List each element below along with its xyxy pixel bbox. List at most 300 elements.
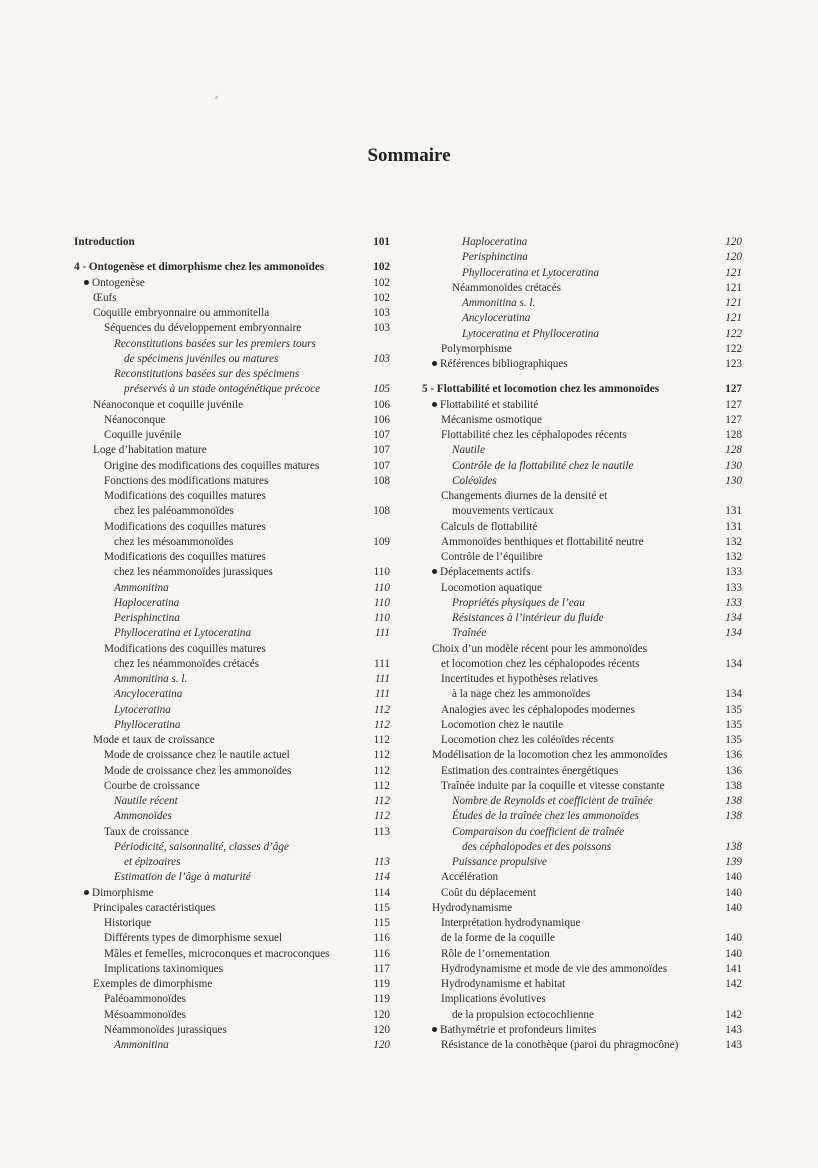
toc-entry	[74, 276, 390, 291]
toc-page-number: 102	[373, 291, 390, 304]
toc-entry-text: Implications taxinomiques	[104, 962, 224, 975]
toc-entry	[74, 779, 390, 794]
toc-entry	[74, 703, 390, 718]
toc-entry	[74, 947, 390, 962]
toc-entry	[422, 489, 742, 504]
toc-page-number: 107	[373, 444, 390, 457]
toc-page-number: 138	[725, 779, 742, 792]
toc-entry	[422, 672, 742, 687]
toc-page-number: 106	[373, 413, 390, 426]
toc-entry	[74, 321, 390, 336]
toc-page-number: 110	[374, 612, 390, 624]
toc-page-number: 133	[725, 566, 742, 579]
toc-entry-title	[74, 718, 356, 733]
toc-page-number: 123	[725, 358, 742, 370]
toc-entry-title	[422, 413, 708, 428]
toc-entry	[422, 474, 742, 489]
toc-entry-text: Œufs	[93, 291, 117, 304]
toc-entry	[422, 428, 742, 443]
toc-entry-title	[422, 565, 708, 580]
toc-page-number: 110	[373, 566, 390, 579]
toc-entry-title	[74, 931, 356, 946]
toc-entry	[74, 626, 390, 641]
toc-page-number: 111	[374, 657, 390, 670]
toc-entry-text: Coléoïdes	[452, 474, 497, 487]
toc-entry	[422, 327, 742, 342]
toc-page-number: 112	[373, 779, 390, 792]
toc-entry-text: Modifications des coquilles matures	[104, 520, 266, 533]
toc-entry-text: Néammonoïdes crétacés	[452, 281, 562, 294]
toc-page-number: 142	[725, 978, 742, 990]
toc-entry	[422, 901, 742, 916]
toc-entry-text: de spécimens juvéniles ou matures	[124, 352, 279, 365]
toc-entry-text: Résistances à l’intérieur du fluide	[452, 612, 604, 624]
toc-entry-text: préservés à un stade ontogénétique précoce	[124, 383, 321, 396]
toc-entry-title	[422, 357, 708, 372]
toc-page-number: 141	[725, 962, 742, 975]
toc-entry-title	[74, 825, 356, 840]
toc-page-number: 138	[725, 795, 742, 807]
toc-entry	[422, 357, 742, 372]
toc-entry-text: et épizoaires	[124, 856, 181, 868]
toc-page-number: 111	[374, 673, 390, 685]
toc-entry	[422, 840, 742, 855]
toc-entry-title	[74, 260, 356, 275]
toc-entry-title	[422, 611, 708, 626]
toc-page-number: 114	[373, 886, 390, 899]
toc-page-number: 110	[374, 596, 390, 609]
toc-entry-text: Mécanisme osmotique	[441, 413, 542, 426]
toc-entry-title	[422, 764, 708, 779]
toc-entry	[422, 733, 742, 748]
toc-entry-title	[74, 764, 356, 779]
toc-page-number: 131	[725, 520, 742, 533]
toc-entry	[74, 764, 390, 779]
toc-entry	[74, 916, 390, 931]
toc-column-left	[74, 235, 390, 1053]
toc-page-number: 140	[725, 871, 742, 884]
toc-entry-text: Locomotion aquatique	[441, 581, 542, 594]
toc-entry-text: Principales caractéristiques	[93, 901, 216, 914]
toc-page-number: 111	[374, 688, 390, 701]
toc-page-number: 120	[725, 251, 742, 264]
toc-entry	[422, 459, 742, 474]
toc-entry-title	[422, 459, 708, 474]
toc-page-number: 101	[373, 236, 390, 248]
toc-entry	[422, 235, 742, 250]
toc-entry-title	[422, 443, 708, 458]
toc-entry-title	[74, 901, 356, 916]
toc-entry-title	[422, 657, 708, 672]
toc-entry	[74, 428, 390, 443]
toc-page-number: 134	[725, 688, 742, 701]
toc-page-number: 138	[725, 840, 742, 853]
toc-page-number: 106	[373, 398, 390, 411]
toc-entry-title	[422, 794, 708, 809]
toc-entry-text: Interprétation hydrodynamique	[441, 917, 581, 929]
toc-entry	[422, 550, 742, 565]
toc-entry-text: à la nage chez les ammonoïdes	[452, 688, 591, 701]
toc-entry	[74, 413, 390, 428]
toc-entry	[74, 718, 390, 733]
toc-entry-text: Locomotion chez les coléoïdes récents	[441, 734, 614, 746]
toc-page-number: 127	[725, 413, 742, 426]
toc-entry	[422, 311, 742, 326]
toc-entry-text: Estimation des contraintes énergétiques	[441, 764, 619, 777]
toc-entry	[74, 962, 390, 977]
toc-entry	[74, 870, 390, 885]
toc-entry-text: Polymorphisme	[441, 342, 512, 355]
bullet-icon	[432, 402, 437, 407]
toc-entry-title	[74, 596, 356, 611]
bullet-icon	[84, 280, 89, 285]
toc-entry	[422, 687, 742, 702]
toc-entry-text: 4 - Ontogenèse et dimorphisme chez les ammonoïdes	[74, 261, 325, 274]
toc-entry-title	[74, 352, 356, 367]
toc-entry-text: Perisphinctina	[114, 612, 180, 624]
toc-entry-text: Puissance propulsive	[452, 856, 547, 868]
toc-entry-text: de la forme de la coquille	[441, 932, 555, 945]
toc-entry-title	[74, 672, 356, 687]
toc-entry-text: Mode de croissance chez le nautile actuel	[104, 749, 290, 762]
toc-entry-title	[74, 748, 356, 763]
toc-entry	[422, 779, 742, 794]
toc-entry-title	[74, 443, 356, 458]
toc-entry-text: Accélération	[441, 871, 499, 884]
toc-entry-text: Traînée	[452, 627, 487, 640]
toc-entry-text: Analogies avec les céphalopodes modernes	[441, 703, 635, 716]
toc-entry	[74, 306, 390, 321]
toc-page-number: 134	[725, 657, 742, 670]
toc-entry	[74, 794, 390, 809]
toc-entry-title	[422, 687, 708, 702]
toc-entry	[422, 992, 742, 1007]
toc-entry-text: Coût du déplacement	[441, 886, 537, 899]
toc-entry-text: Différents types de dimorphisme sexuel	[104, 932, 283, 945]
toc-page-number: 135	[725, 734, 742, 746]
toc-entry-title	[74, 1038, 356, 1053]
toc-entry-title	[74, 703, 356, 718]
toc-page-number: 102	[373, 261, 390, 274]
toc-page-number: 143	[725, 1023, 742, 1036]
toc-entry	[422, 886, 742, 901]
toc-page-number: 116	[373, 947, 390, 960]
toc-entry	[422, 947, 742, 962]
toc-entry	[422, 342, 742, 357]
toc-entry	[422, 596, 742, 611]
toc-entry	[422, 855, 742, 870]
toc-page-number: 112	[373, 764, 390, 777]
toc-entry	[74, 352, 390, 367]
toc-entry-text: Ontogenèse	[92, 276, 145, 289]
toc-entry-text: Mésoammonoïdes	[104, 1008, 187, 1021]
toc-page-number: 121	[725, 266, 742, 279]
bullet-icon	[432, 569, 437, 574]
toc-entry	[74, 367, 390, 382]
toc-entry-text: Références bibliographiques	[440, 358, 568, 370]
toc-entry-title	[422, 489, 708, 504]
toc-entry-text: Choix d’un modèle récent pour les ammonoïdes	[432, 642, 647, 655]
toc-entry	[74, 977, 390, 992]
toc-page-number: 140	[725, 901, 742, 914]
toc-entry-text: Taux de croissance	[104, 825, 189, 838]
toc-entry-text: Contrôle de l’équilibre	[441, 551, 543, 563]
toc-page-number: 103	[373, 352, 390, 365]
toc-entry-text: mouvements verticaux	[452, 505, 554, 518]
toc-entry-title	[422, 342, 708, 357]
toc-page-number: 119	[373, 978, 390, 990]
toc-entry-text: Contrôle de la flottabilité chez le nautile	[452, 459, 634, 472]
toc-entry-title	[422, 931, 708, 946]
toc-entry	[74, 382, 390, 397]
toc-entry-title	[422, 581, 708, 596]
toc-page-number: 135	[725, 703, 742, 716]
toc-entry	[422, 1038, 742, 1053]
toc-entry-title	[422, 748, 708, 763]
toc-entry	[74, 504, 390, 519]
toc-entry-title	[74, 520, 356, 535]
toc-page-number: 136	[725, 749, 742, 762]
toc-entry-title	[74, 291, 356, 306]
toc-entry-title	[74, 1023, 356, 1038]
toc-entry-text: Mode de croissance chez les ammonoïdes	[104, 764, 292, 777]
toc-entry-title	[422, 779, 708, 794]
toc-entry-title	[74, 611, 356, 626]
toc-page-number: 121	[725, 297, 742, 309]
toc-entry	[422, 1023, 742, 1038]
toc-page-number: 140	[725, 932, 742, 945]
toc-entry-text: Fonctions des modifications matures	[104, 474, 269, 487]
toc-entry	[74, 611, 390, 626]
toc-entry-text: Reconstitutions basées sur des spécimens	[114, 368, 300, 380]
toc-entry-title	[422, 1038, 708, 1053]
toc-entry	[422, 281, 742, 296]
toc-entry-title	[74, 565, 356, 580]
toc-page-number: 127	[725, 383, 742, 396]
toc-entry-title	[422, 642, 708, 657]
toc-entry-text: Rôle de l’ornementation	[441, 947, 550, 960]
toc-page-number: 130	[725, 459, 742, 472]
toc-entry-title	[74, 382, 356, 397]
toc-entry-title	[74, 581, 356, 596]
toc-entry-title	[74, 367, 356, 382]
toc-page-number: 120	[725, 236, 742, 248]
toc-entry-title	[422, 947, 708, 962]
toc-entry-text: Loge d’habitation mature	[93, 444, 207, 457]
toc-entry-text: Phylloceratina et Lytoceratina	[114, 627, 251, 640]
toc-entry-title	[422, 266, 708, 281]
toc-entry-text: Perisphinctina	[462, 251, 528, 264]
toc-entry	[74, 565, 390, 580]
toc-entry-title	[74, 398, 356, 413]
toc-page-number: 109	[373, 535, 390, 548]
toc-page-number: 103	[373, 307, 390, 319]
toc-entry	[74, 931, 390, 946]
toc-entry	[422, 520, 742, 535]
toc-entry-title	[422, 596, 708, 611]
toc-entry-title	[422, 626, 708, 641]
toc-page-number: 136	[725, 764, 742, 777]
toc-page-number: 112	[374, 703, 390, 716]
toc-entry	[422, 825, 742, 840]
toc-page-number: 143	[725, 1039, 742, 1051]
toc-entry-title	[74, 794, 356, 809]
toc-entry	[422, 581, 742, 596]
toc-entry-title	[422, 977, 708, 992]
toc-page-number: 142	[725, 1008, 742, 1021]
toc-entry-text: Origine des modifications des coquilles matures	[104, 459, 320, 472]
toc-entry	[74, 459, 390, 474]
toc-page-number: 115	[373, 917, 390, 929]
toc-entry-text: Ammonoïdes benthiques et flottabilité neutre	[441, 535, 644, 548]
toc-entry-text: des céphalopodes et des poissons	[462, 840, 612, 853]
toc-entry-title	[74, 840, 356, 855]
toc-entry-title	[74, 947, 356, 962]
toc-entry	[74, 901, 390, 916]
toc-entry-title	[74, 687, 356, 702]
toc-entry	[422, 642, 742, 657]
toc-entry-title	[422, 992, 708, 1007]
toc-entry	[74, 550, 390, 565]
toc-entry-title	[74, 535, 356, 550]
toc-entry-text: Déplacements actifs	[440, 566, 531, 579]
toc-entry-title	[74, 321, 356, 336]
toc-page-number: 140	[725, 947, 742, 960]
toc-entry-title	[422, 296, 708, 311]
bullet-icon	[432, 1027, 437, 1032]
toc-entry	[74, 337, 390, 352]
toc-entry-title	[74, 916, 356, 931]
toc-entry-title	[422, 840, 708, 855]
toc-entry	[422, 764, 742, 779]
toc-entry-title	[422, 733, 708, 748]
toc-page-number: 103	[373, 322, 390, 335]
toc-entry	[74, 489, 390, 504]
toc-entry	[422, 718, 742, 733]
toc-entry-text: de la propulsion ectocochlienne	[452, 1008, 594, 1021]
toc-entry-title	[74, 489, 356, 504]
toc-entry	[422, 962, 742, 977]
toc-entry-title	[74, 276, 356, 291]
toc-entry-title	[422, 250, 708, 265]
toc-entry-text: Flottabilité chez les céphalopodes récents	[441, 429, 627, 441]
toc-page-number: 119	[373, 993, 390, 1006]
toc-entry	[74, 535, 390, 550]
toc-entry-text: Estimation de l’âge à maturité	[114, 871, 251, 884]
toc-entry	[422, 413, 742, 428]
toc-page-number: 120	[373, 1023, 390, 1036]
toc-entry-text: Dimorphisme	[92, 886, 154, 899]
toc-entry-text: Modifications des coquilles matures	[104, 642, 266, 655]
toc-page-number: 128	[725, 429, 742, 441]
toc-entry	[422, 931, 742, 946]
toc-entry	[422, 266, 742, 281]
toc-entry-title	[422, 504, 708, 519]
toc-entry	[74, 886, 390, 901]
toc-entry-title	[74, 459, 356, 474]
toc-entry	[422, 794, 742, 809]
toc-entry-text: Modifications des coquilles matures	[104, 490, 266, 502]
toc-entry-text: Implications évolutives	[441, 993, 546, 1006]
toc-entry	[74, 398, 390, 413]
toc-entry	[74, 809, 390, 824]
toc-entry	[422, 443, 742, 458]
toc-entry	[74, 657, 390, 672]
toc-entry-text: Ammonitina	[114, 581, 169, 594]
toc-entry-text: Ammonitina	[114, 1039, 169, 1051]
toc-entry	[422, 1008, 742, 1023]
toc-page-number: 139	[725, 856, 742, 868]
toc-page-number: 113	[374, 856, 390, 868]
toc-entry-text: chez les néammonoïdes jurassiques	[114, 566, 273, 579]
toc-entry-text: Coquille embryonnaire ou ammonitella	[93, 307, 270, 319]
toc-entry	[422, 916, 742, 931]
toc-entry-text: Modélisation de la locomotion chez les ammonoïdes	[432, 749, 668, 762]
toc-entry-text: Comparaison du coefficient de traînée	[452, 825, 625, 838]
toc-page-number: 122	[725, 327, 742, 340]
toc-entry	[74, 520, 390, 535]
toc-page-number: 105	[373, 383, 390, 396]
toc-entry-title	[422, 327, 708, 342]
toc-entry-text: Nautile récent	[114, 795, 178, 807]
toc-entry-title	[74, 1008, 356, 1023]
toc-entry	[422, 504, 742, 519]
toc-page-number: 122	[725, 342, 742, 355]
toc-entry-title	[422, 703, 708, 718]
toc-entry-title	[422, 535, 708, 550]
toc-page-number: 121	[725, 312, 742, 325]
toc-entry	[422, 611, 742, 626]
toc-page-number: 132	[725, 535, 742, 548]
toc-entry-text: Mode et taux de croissance	[93, 734, 215, 746]
toc-entry-text: Séquences du développement embryonnaire	[104, 322, 302, 335]
toc-entry-text: Hydrodynamisme et habitat	[441, 978, 566, 990]
toc-entry	[422, 870, 742, 885]
toc-entry-title	[74, 886, 356, 901]
toc-entry	[74, 748, 390, 763]
toc-entry-title	[74, 413, 356, 428]
toc-page-number: 133	[725, 581, 742, 594]
toc-entry-title	[422, 886, 708, 901]
toc-entry-title	[422, 901, 708, 916]
bullet-icon	[432, 361, 437, 366]
toc-page-number: 102	[373, 276, 390, 289]
toc-entry-title	[74, 504, 356, 519]
toc-entry-title	[422, 855, 708, 870]
toc-entry	[422, 250, 742, 265]
toc-entry	[74, 825, 390, 840]
toc-page-number: 112	[374, 718, 390, 731]
toc-entry	[74, 733, 390, 748]
bullet-icon	[84, 890, 89, 895]
toc-entry-text: chez les mésoammonoïdes	[114, 535, 234, 548]
toc-entry-title	[74, 809, 356, 824]
toc-page-number: 128	[725, 444, 742, 457]
toc-page-number: 112	[373, 734, 390, 746]
toc-entry	[422, 626, 742, 641]
toc-page-number: 116	[373, 932, 390, 945]
toc-entry-text: Études de la traînée chez les ammonoïdes	[452, 810, 640, 823]
toc-entry-text: Reconstitutions basées sur les premiers tours	[114, 337, 316, 350]
toc-entry-text: Hydrodynamisme	[432, 901, 513, 914]
toc-page-number: 127	[725, 398, 742, 411]
toc-entry-title	[74, 642, 356, 657]
toc-entry-text: chez les paléoammonoïdes	[114, 505, 234, 518]
toc-entry-title	[74, 550, 356, 565]
toc-entry-title	[422, 550, 708, 565]
toc-entry-text: Néammonoïdes jurassiques	[104, 1023, 227, 1036]
toc-entry-title	[74, 337, 356, 352]
